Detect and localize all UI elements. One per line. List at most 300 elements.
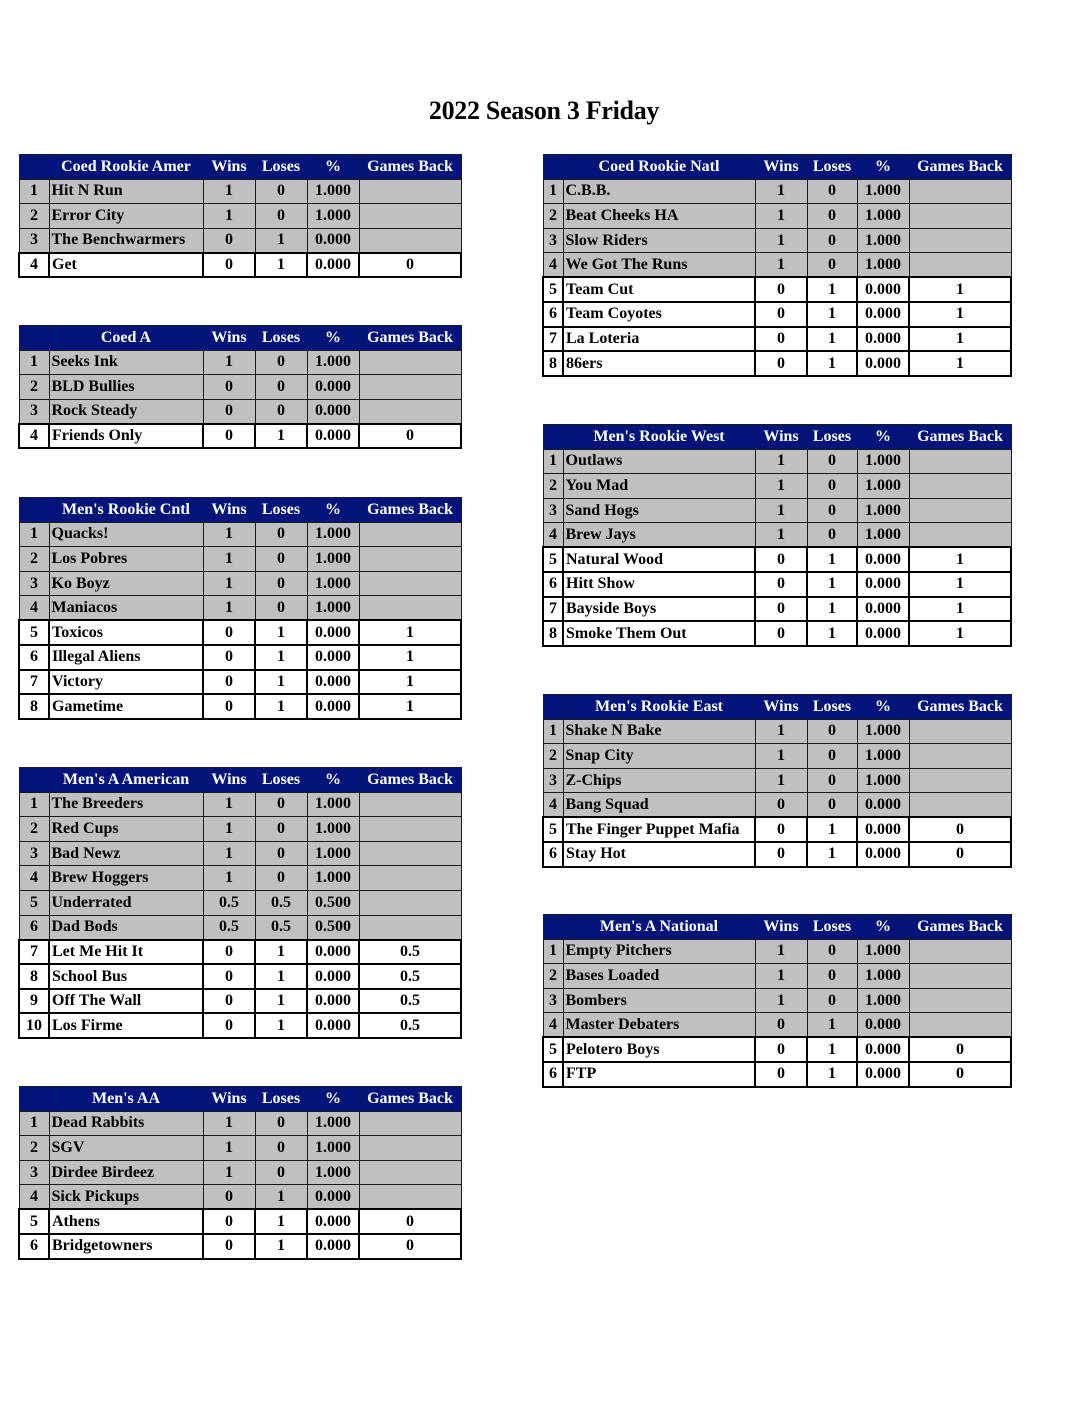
rank-header (543, 695, 563, 720)
team-name-cell: Toxicos (49, 620, 203, 645)
loses-cell: 0 (255, 1160, 307, 1185)
team-name-cell: Hitt Show (563, 572, 755, 597)
rank-cell: 1 (543, 939, 563, 964)
rank-cell: 1 (543, 449, 563, 474)
rank-cell: 5 (543, 817, 563, 842)
rank-cell: 1 (543, 719, 563, 744)
loses-cell: 1 (255, 620, 307, 645)
rank-cell: 5 (543, 1037, 563, 1062)
games-back-cell: 1 (909, 621, 1011, 646)
rank-cell: 7 (19, 670, 49, 695)
games-back-cell: 0 (909, 817, 1011, 842)
loses-cell: 0 (807, 204, 857, 229)
rank-cell: 6 (543, 1062, 563, 1087)
rank-cell: 5 (19, 890, 49, 915)
loses-cell: 0 (255, 1136, 307, 1161)
table-row (19, 817, 461, 842)
games-back-header: Games Back (359, 326, 461, 351)
team-name-cell: Bad Newz (49, 841, 203, 866)
loses-cell: 0 (807, 719, 857, 744)
rank-cell: 6 (19, 645, 49, 670)
wins-cell: 1 (755, 449, 807, 474)
team-name-cell: SGV (49, 1136, 203, 1161)
loses-cell: 0 (807, 939, 857, 964)
team-name-cell: Error City (49, 204, 203, 229)
team-name-cell: Bayside Boys (563, 597, 755, 622)
table-row (543, 939, 1011, 964)
games-back-cell (909, 179, 1011, 204)
loses-cell: 1 (807, 842, 857, 867)
loses-cell: 1 (255, 645, 307, 670)
header-row (543, 915, 1011, 940)
table-row (543, 498, 1011, 523)
rank-header (19, 498, 49, 523)
rank-cell: 4 (19, 1185, 49, 1210)
rank-cell: 6 (543, 572, 563, 597)
pct-cell: 0.000 (307, 228, 359, 253)
wins-cell: 0 (755, 1062, 807, 1087)
loses-cell: 1 (255, 253, 307, 278)
pct-cell: 0.000 (307, 1013, 359, 1038)
pct-header: % (307, 155, 359, 180)
team-name-cell: Brew Hoggers (49, 866, 203, 891)
division-name: Men's AA (49, 1087, 203, 1112)
table-row (19, 645, 461, 670)
wins-cell: 1 (755, 523, 807, 548)
rank-cell: 4 (19, 866, 49, 891)
division-name: Men's A National (563, 915, 755, 940)
header-row (19, 768, 461, 793)
wins-cell: 1 (755, 498, 807, 523)
wins-cell: 0 (203, 424, 255, 449)
page-title: 2022 Season 3 Friday (428, 96, 660, 125)
rank-cell: 2 (543, 964, 563, 989)
pct-cell: 0.000 (307, 620, 359, 645)
table-row (543, 621, 1011, 646)
team-name-cell: Los Pobres (49, 547, 203, 572)
loses-cell: 1 (807, 351, 857, 376)
rank-cell: 2 (19, 547, 49, 572)
loses-cell: 1 (255, 424, 307, 449)
loses-cell: 0 (807, 744, 857, 769)
table-row (543, 449, 1011, 474)
wins-cell: 1 (755, 719, 807, 744)
table-row (543, 474, 1011, 499)
team-name-cell: Gametime (49, 694, 203, 719)
loses-cell: 0 (255, 817, 307, 842)
table-row (19, 940, 461, 965)
rank-header (543, 915, 563, 940)
standings-table-men-s-a-american (18, 767, 462, 1039)
wins-cell: 0 (203, 620, 255, 645)
games-back-cell (359, 596, 461, 621)
games-back-cell (359, 375, 461, 400)
rank-cell: 3 (543, 228, 563, 253)
loses-cell: 0 (255, 399, 307, 424)
team-name-cell: Natural Wood (563, 547, 755, 572)
table-row (543, 1037, 1011, 1062)
pct-cell: 1.000 (307, 866, 359, 891)
wins-cell: 0 (203, 399, 255, 424)
loses-cell: 1 (255, 1185, 307, 1210)
pct-cell: 0.000 (857, 1013, 909, 1038)
loses-cell: 0 (807, 523, 857, 548)
games-back-cell (359, 866, 461, 891)
rank-cell: 4 (19, 596, 49, 621)
games-back-header: Games Back (909, 155, 1011, 180)
table-row (19, 179, 461, 204)
team-name-cell: Pelotero Boys (563, 1037, 755, 1062)
games-back-cell (359, 522, 461, 547)
table-row (543, 988, 1011, 1013)
rank-header (19, 1087, 49, 1112)
table-row (19, 399, 461, 424)
team-name-cell: The Breeders (49, 792, 203, 817)
header-row (19, 326, 461, 351)
games-back-cell: 0 (909, 842, 1011, 867)
games-back-cell (359, 1160, 461, 1185)
wins-cell: 0 (755, 572, 807, 597)
games-back-cell (909, 1013, 1011, 1038)
wins-header: Wins (755, 915, 807, 940)
wins-cell: 1 (203, 179, 255, 204)
wins-cell: 0 (755, 302, 807, 327)
loses-header: Loses (807, 155, 857, 180)
games-back-cell: 1 (909, 277, 1011, 302)
loses-cell: 1 (255, 989, 307, 1014)
wins-header: Wins (203, 768, 255, 793)
table-row (19, 1209, 461, 1234)
team-name-cell: The Benchwarmers (49, 228, 203, 253)
rank-cell: 10 (19, 1013, 49, 1038)
pct-cell: 1.000 (307, 522, 359, 547)
games-back-cell: 0 (359, 1234, 461, 1259)
table-row (19, 596, 461, 621)
rank-cell: 4 (543, 523, 563, 548)
games-back-cell: 0.5 (359, 989, 461, 1014)
wins-header: Wins (203, 1087, 255, 1112)
games-back-cell (359, 817, 461, 842)
table-row (543, 523, 1011, 548)
rank-cell: 2 (19, 375, 49, 400)
wins-cell: 0 (755, 1013, 807, 1038)
games-back-cell (359, 1185, 461, 1210)
team-name-cell: Slow Riders (563, 228, 755, 253)
pct-cell: 0.000 (857, 327, 909, 352)
rank-header (19, 326, 49, 351)
pct-cell: 1.000 (307, 571, 359, 596)
standings-table-men-s-rookie-west (542, 424, 1012, 647)
table-row (543, 179, 1011, 204)
loses-cell: 0 (255, 571, 307, 596)
wins-cell: 0 (203, 989, 255, 1014)
pct-cell: 1.000 (857, 253, 909, 278)
wins-cell: 1 (203, 350, 255, 375)
wins-cell: 0.5 (203, 915, 255, 940)
team-name-cell: Shake N Bake (563, 719, 755, 744)
rank-cell: 2 (19, 1136, 49, 1161)
rank-cell: 8 (19, 964, 49, 989)
table-row (543, 768, 1011, 793)
games-back-cell (909, 449, 1011, 474)
team-name-cell: Quacks! (49, 522, 203, 547)
games-back-cell: 0 (359, 253, 461, 278)
team-name-cell: FTP (563, 1062, 755, 1087)
rank-cell: 5 (19, 1209, 49, 1234)
wins-header: Wins (203, 498, 255, 523)
rank-cell: 1 (19, 1111, 49, 1136)
pct-cell: 0.500 (307, 890, 359, 915)
wins-header: Wins (203, 155, 255, 180)
pct-cell: 1.000 (857, 744, 909, 769)
pct-cell: 1.000 (307, 792, 359, 817)
games-back-cell (909, 744, 1011, 769)
games-back-cell (359, 915, 461, 940)
pct-cell: 1.000 (307, 179, 359, 204)
games-back-cell (909, 498, 1011, 523)
wins-cell: 1 (755, 939, 807, 964)
rank-cell: 3 (19, 1160, 49, 1185)
games-back-cell (359, 350, 461, 375)
loses-cell: 0 (807, 449, 857, 474)
table-row (19, 989, 461, 1014)
loses-cell: 1 (255, 694, 307, 719)
wins-cell: 0 (203, 964, 255, 989)
wins-cell: 0 (755, 842, 807, 867)
games-back-cell (359, 1111, 461, 1136)
wins-cell: 1 (755, 179, 807, 204)
wins-cell: 0 (203, 228, 255, 253)
pct-cell: 0.000 (307, 1234, 359, 1259)
rank-cell: 3 (543, 988, 563, 1013)
loses-cell: 0.5 (255, 915, 307, 940)
team-name-cell: Outlaws (563, 449, 755, 474)
pct-cell: 1.000 (857, 523, 909, 548)
loses-cell: 0 (807, 253, 857, 278)
pct-cell: 1.000 (307, 1160, 359, 1185)
games-back-cell (909, 719, 1011, 744)
table-row (19, 841, 461, 866)
rank-header (19, 768, 49, 793)
games-back-cell (909, 228, 1011, 253)
division-name: Men's Rookie Cntl (49, 498, 203, 523)
loses-cell: 1 (255, 940, 307, 965)
rank-header (543, 425, 563, 450)
pct-cell: 1.000 (857, 474, 909, 499)
loses-cell: 1 (255, 1209, 307, 1234)
division-name: Men's Rookie East (563, 695, 755, 720)
rank-cell: 3 (19, 228, 49, 253)
pct-header: % (307, 1087, 359, 1112)
wins-header: Wins (203, 326, 255, 351)
games-back-header: Games Back (359, 155, 461, 180)
loses-cell: 0 (807, 768, 857, 793)
games-back-cell: 0 (909, 1037, 1011, 1062)
team-name-cell: Let Me Hit It (49, 940, 203, 965)
wins-cell: 1 (203, 547, 255, 572)
team-name-cell: Z-Chips (563, 768, 755, 793)
team-name-cell: Empty Pitchers (563, 939, 755, 964)
games-back-cell: 1 (359, 620, 461, 645)
wins-cell: 1 (203, 571, 255, 596)
games-back-cell: 1 (909, 547, 1011, 572)
table-row (19, 620, 461, 645)
standings-table-men-s-a-national (542, 914, 1012, 1088)
table-row (543, 597, 1011, 622)
loses-cell: 1 (807, 1037, 857, 1062)
games-back-cell (909, 474, 1011, 499)
division-name: Men's Rookie West (563, 425, 755, 450)
loses-cell: 0 (255, 375, 307, 400)
division-name: Coed Rookie Amer (49, 155, 203, 180)
table-row (543, 327, 1011, 352)
pct-cell: 0.000 (307, 375, 359, 400)
pct-header: % (307, 768, 359, 793)
wins-cell: 0 (755, 621, 807, 646)
rank-cell: 3 (19, 571, 49, 596)
pct-cell: 1.000 (857, 449, 909, 474)
games-back-cell: 0 (359, 424, 461, 449)
games-back-cell (359, 1136, 461, 1161)
games-back-header: Games Back (359, 1087, 461, 1112)
wins-header: Wins (755, 425, 807, 450)
table-row (543, 302, 1011, 327)
loses-cell: 0 (255, 596, 307, 621)
table-row (19, 375, 461, 400)
team-name-cell: Dead Rabbits (49, 1111, 203, 1136)
loses-cell: 0 (255, 204, 307, 229)
pct-cell: 0.000 (857, 817, 909, 842)
pct-header: % (307, 326, 359, 351)
wins-cell: 1 (755, 768, 807, 793)
wins-cell: 0 (755, 597, 807, 622)
games-back-cell (359, 792, 461, 817)
table-row (543, 744, 1011, 769)
wins-cell: 0 (203, 375, 255, 400)
team-name-cell: Dad Bods (49, 915, 203, 940)
team-name-cell: Los Firme (49, 1013, 203, 1038)
rank-cell: 1 (19, 350, 49, 375)
games-back-cell (359, 179, 461, 204)
games-back-cell: 1 (909, 327, 1011, 352)
rank-cell: 2 (543, 744, 563, 769)
rank-cell: 8 (19, 694, 49, 719)
loses-cell: 0 (807, 474, 857, 499)
team-name-cell: Snap City (563, 744, 755, 769)
wins-cell: 0 (203, 694, 255, 719)
team-name-cell: Beat Cheeks HA (563, 204, 755, 229)
loses-cell: 1 (807, 302, 857, 327)
pct-cell: 0.000 (857, 597, 909, 622)
table-row (19, 1185, 461, 1210)
table-row (19, 350, 461, 375)
wins-cell: 1 (203, 792, 255, 817)
wins-cell: 1 (755, 964, 807, 989)
pct-cell: 0.000 (307, 1209, 359, 1234)
pct-cell: 1.000 (857, 939, 909, 964)
team-name-cell: Seeks Ink (49, 350, 203, 375)
games-back-cell: 1 (909, 597, 1011, 622)
header-row (19, 1087, 461, 1112)
games-back-cell: 0.5 (359, 964, 461, 989)
wins-cell: 0.5 (203, 890, 255, 915)
pct-cell: 1.000 (307, 1136, 359, 1161)
table-row (19, 890, 461, 915)
header-row (543, 695, 1011, 720)
table-row (19, 964, 461, 989)
loses-header: Loses (255, 498, 307, 523)
loses-cell: 0 (807, 498, 857, 523)
division-name: Men's A American (49, 768, 203, 793)
team-name-cell: You Mad (563, 474, 755, 499)
header-row (543, 425, 1011, 450)
rank-cell: 4 (543, 1013, 563, 1038)
loses-cell: 1 (807, 1013, 857, 1038)
table-row (19, 1234, 461, 1259)
table-row (543, 719, 1011, 744)
header-row (543, 155, 1011, 180)
table-row (543, 1013, 1011, 1038)
wins-cell: 1 (203, 1111, 255, 1136)
team-name-cell: BLD Bullies (49, 375, 203, 400)
pct-cell: 0.000 (857, 547, 909, 572)
pct-cell: 1.000 (857, 964, 909, 989)
rank-cell: 7 (543, 327, 563, 352)
loses-cell: 0 (807, 964, 857, 989)
team-name-cell: We Got The Runs (563, 253, 755, 278)
games-back-cell: 1 (909, 302, 1011, 327)
table-row (543, 204, 1011, 229)
games-back-header: Games Back (909, 695, 1011, 720)
loses-cell: 1 (807, 277, 857, 302)
table-row (19, 694, 461, 719)
games-back-header: Games Back (359, 498, 461, 523)
pct-cell: 0.000 (857, 842, 909, 867)
wins-cell: 1 (203, 522, 255, 547)
table-row (19, 228, 461, 253)
loses-cell: 1 (807, 327, 857, 352)
loses-cell: 0 (255, 179, 307, 204)
loses-cell: 0 (255, 522, 307, 547)
pct-cell: 0.000 (857, 277, 909, 302)
table-row (543, 228, 1011, 253)
pct-cell: 0.000 (307, 694, 359, 719)
table-row (19, 670, 461, 695)
pct-cell: 0.500 (307, 915, 359, 940)
rank-cell: 1 (543, 179, 563, 204)
rank-cell: 7 (543, 597, 563, 622)
table-row (19, 522, 461, 547)
rank-cell: 9 (19, 989, 49, 1014)
wins-cell: 0 (203, 1234, 255, 1259)
table-row (543, 547, 1011, 572)
table-row (19, 866, 461, 891)
games-back-cell (359, 399, 461, 424)
team-name-cell: Get (49, 253, 203, 278)
division-name: Coed A (49, 326, 203, 351)
team-name-cell: Underrated (49, 890, 203, 915)
rank-cell: 3 (19, 841, 49, 866)
team-name-cell: C.B.B. (563, 179, 755, 204)
rank-cell: 8 (543, 621, 563, 646)
team-name-cell: School Bus (49, 964, 203, 989)
loses-header: Loses (255, 768, 307, 793)
team-name-cell: Master Debaters (563, 1013, 755, 1038)
division-name: Coed Rookie Natl (563, 155, 755, 180)
team-name-cell: Smoke Them Out (563, 621, 755, 646)
table-row (543, 277, 1011, 302)
rank-cell: 6 (543, 302, 563, 327)
